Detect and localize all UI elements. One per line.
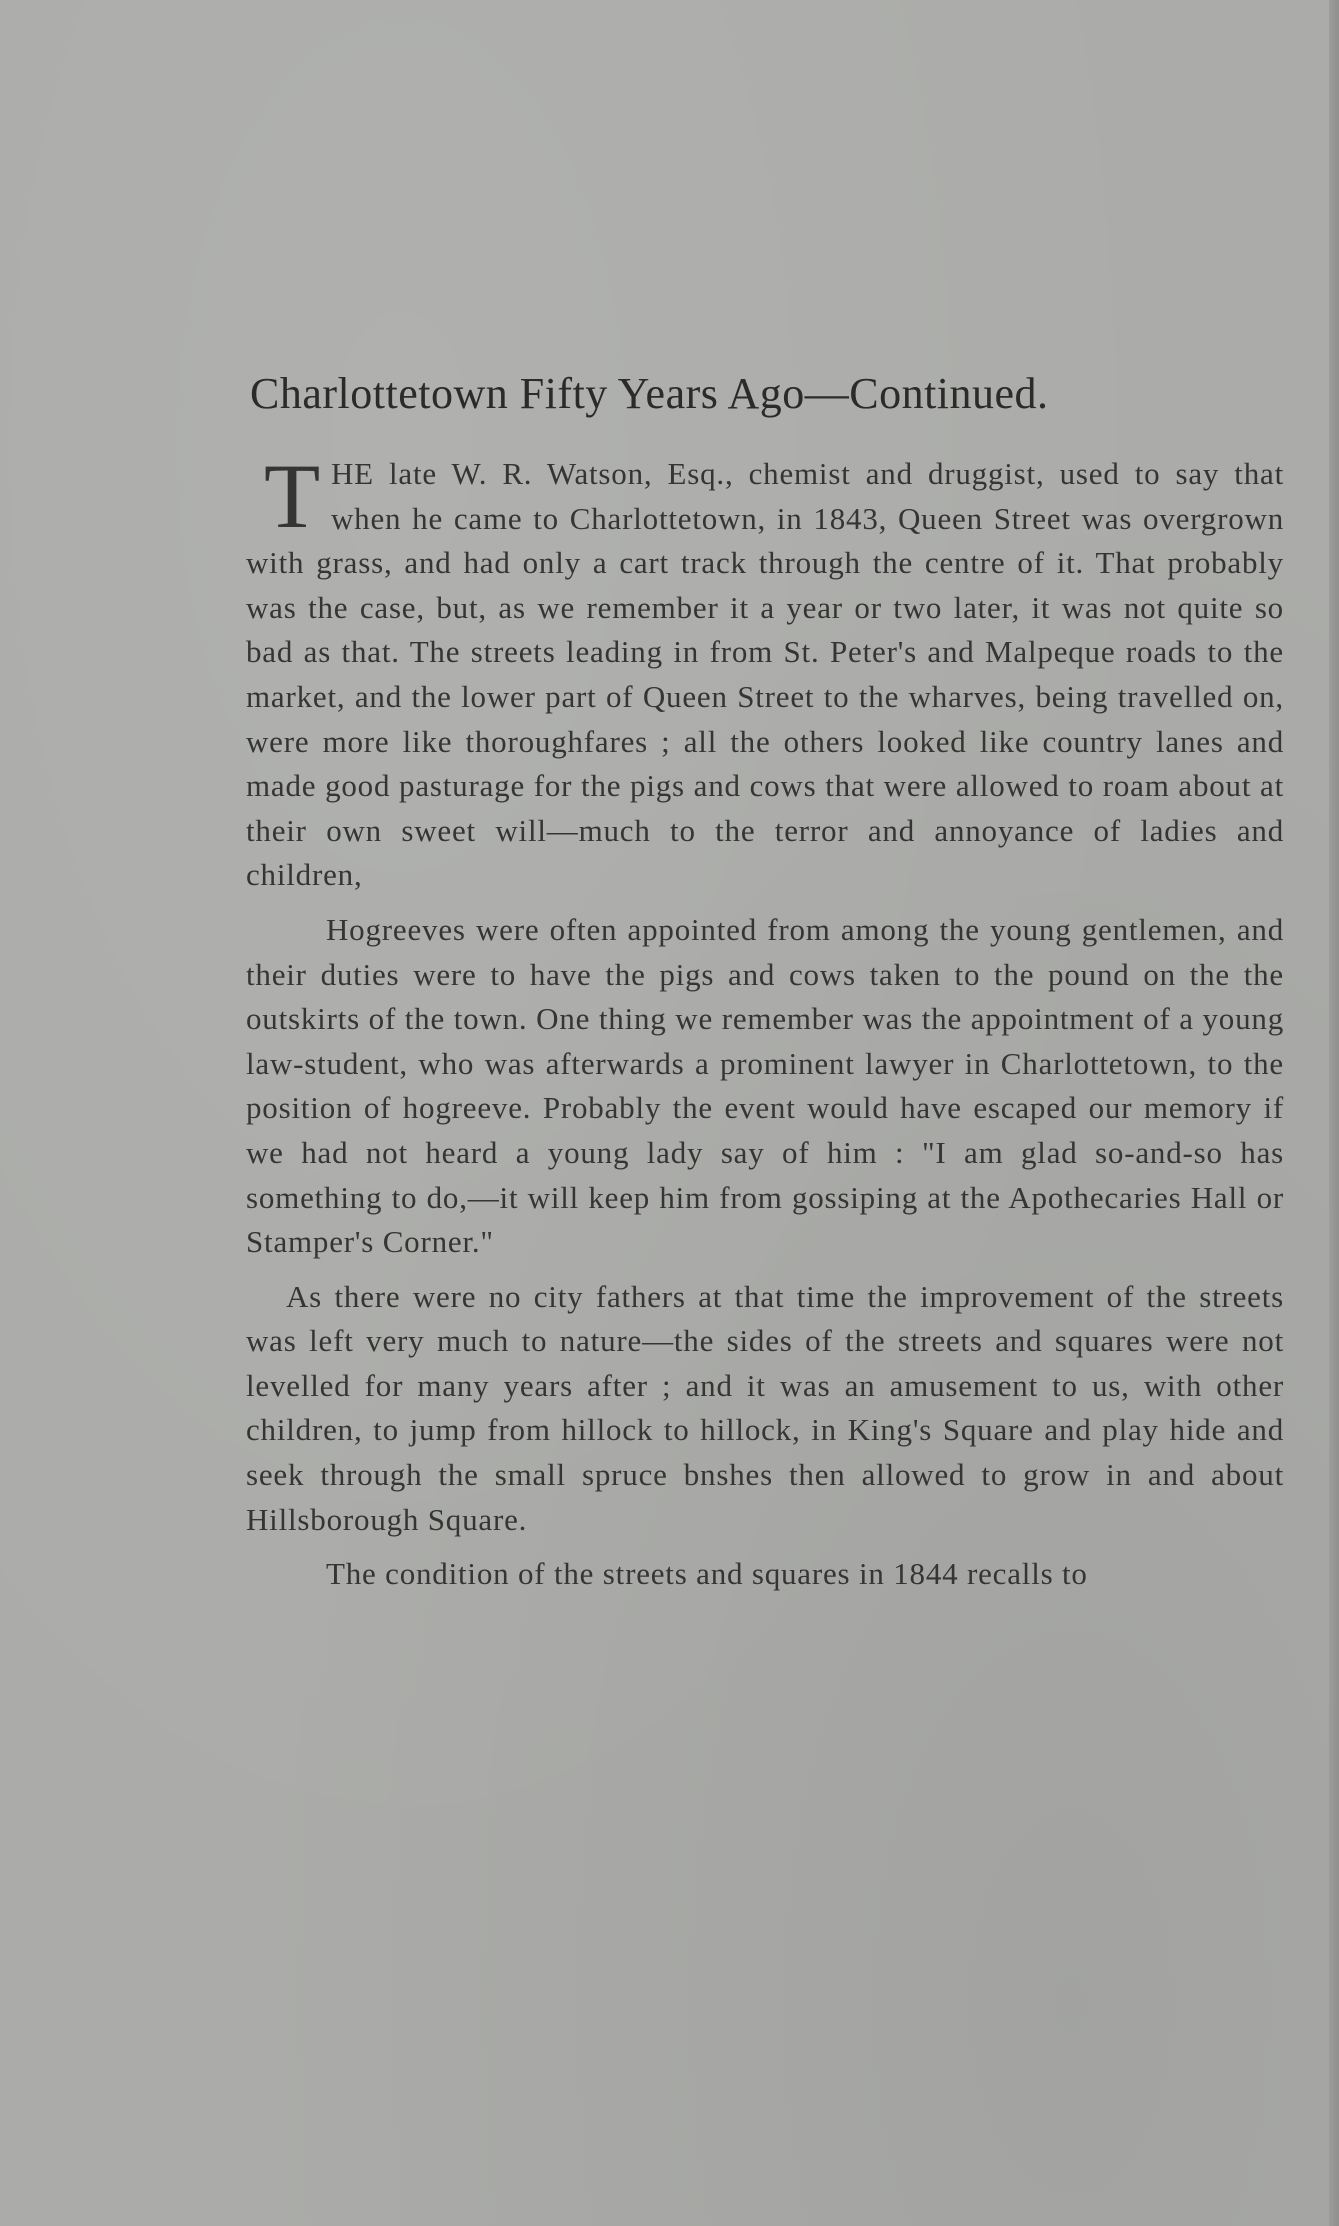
paragraph-4: The condition of the streets and squares in 1844 recalls to	[326, 1556, 1088, 1592]
article-body	[246, 445, 1284, 1607]
paragraph-1	[246, 445, 1284, 898]
paragraph-1-text: HE late W. R. Watson, Esq., chemist and druggist, used to say that when he came to Charlottetown, in 1843, Queen Street was overgrown with grass, and had only a cart track through the centre of it. That probably was the case, but, as we remember it a year or two later, it was not quite so bad as that. The streets leading in from St. Peter's and Malpeque roads to the market, and the lower part of Queen Street to the wharves, being travelled on, were more like thoroughfares ; all the others looked like country lanes and made good pasturage for the pigs and cows that were allowed to roam about at their own sweet will—much to the terror and annoyance of ladies and children,	[246, 456, 1284, 893]
drop-cap: T	[264, 445, 321, 547]
paragraph-2: Hogreeves were often appointed from among the young gentlemen, and their duties were to have the pigs and cows taken to the pound on the the outskirts of the town. One thing we remember was the appointment of a young law-student, who was afterwards a prominent lawyer in Charlottetown, to the position of hogreeve. Probably the event would have escaped our memory if we had not heard a young lady say of him : "I am glad so-and-so has something to do,—it will keep him from gossiping at the Apothecaries Hall or Stamper's Corner."	[246, 911, 1284, 1260]
paragraph-3: As there were no city fathers at that time the improvement of the streets was left very much to nature—the sides of the streets and squares were not levelled for many years after ; and it was an amusement to us, with other children, to jump from hillock to hillock, in King's Square and play hide and seek through the small spruce bnshes then allowed to grow in and about Hillsborough Square.	[246, 1278, 1284, 1537]
page-edge-shadow	[1329, 0, 1339, 2226]
page-title: Charlottetown Fifty Years Ago—Continued.	[250, 369, 1049, 418]
